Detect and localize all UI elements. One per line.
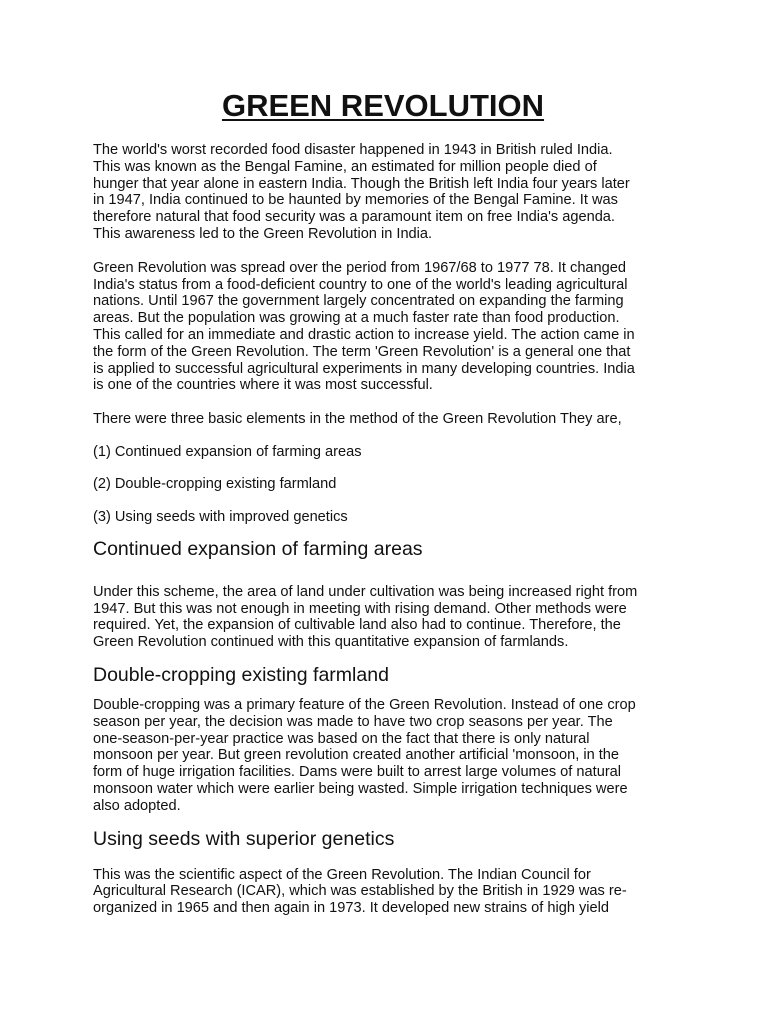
section-heading-expansion: Continued expansion of farming areas [93,537,423,560]
section-body-seeds: This was the scientific aspect of the Green Revolution. The Indian Council for Agricultural Research (ICAR), which was established by the British in 1929 was re- organized in 1965 and then again in 1973. It developed new strains of high yield [93,866,627,917]
list-item-3: (3) Using seeds with improved genetics [93,508,348,525]
section-body-expansion: Under this scheme, the area of land under cultivation was being increased right from 1947. But this was not enough in meeting with rising demand. Other methods were required. Yet, the expansion of cultivable land also had to continue. Therefore, the Green Revolution continued with this quantitative expansion of farmlands. [93,583,638,651]
document-page [93,86,673,917]
paragraph-three-elements-intro: There were three basic elements in the method of the Green Revolution They are, [93,411,622,428]
list-item-1: (1) Continued expansion of farming areas [93,443,362,460]
paragraph-green-revolution-overview: Green Revolution was spread over the period from 1967/68 to 1977 78. It changed India's status from a food-deficient country to one of the world's leading agricultural nations. Until 1967 the government largely concentrated on expanding the farming areas. But the population was growing at a much faster rate than food production. This called for an immediate and drastic action to increase yield. The action came in the form of the Green Revolution. The term 'Green Revolution' is a general one that is applied to successful agricultural experiments in many developing countries. India is one of the countries where it was most successful. [93,259,635,394]
section-heading-double-cropping: Double-cropping existing farmland [93,663,389,686]
document-title: GREEN REVOLUTION [221,88,545,123]
section-heading-seeds: Using seeds with superior genetics [93,827,395,850]
paragraph-bengal-famine: The world's worst recorded food disaster happened in 1943 in British ruled India. This was known as the Bengal Famine, an estimated for million people died of hunger that year alone in eastern India. Though the British left India four years later in 1947, India continued to be haunted by memories of the Bengal Famine. It was therefore natural that food security was a paramount item on free India's agenda. This awareness led to the Green Revolution in India. [93,142,630,242]
list-item-2: (2) Double-cropping existing farmland [93,476,337,493]
section-body-double-cropping: Double-cropping was a primary feature of the Green Revolution. Instead of one crop season per year, the decision was made to have two crop seasons per year. The one-season-per-year practice was based on the fact that there is only natural monsoon per year. But green revolution created another artificial 'monsoon, in the form of huge irrigation facilities. Dams were built to arrest large volumes of natural monsoon water which were earlier being wasted. Simple irrigation techniques were also adopted. [93,696,636,814]
